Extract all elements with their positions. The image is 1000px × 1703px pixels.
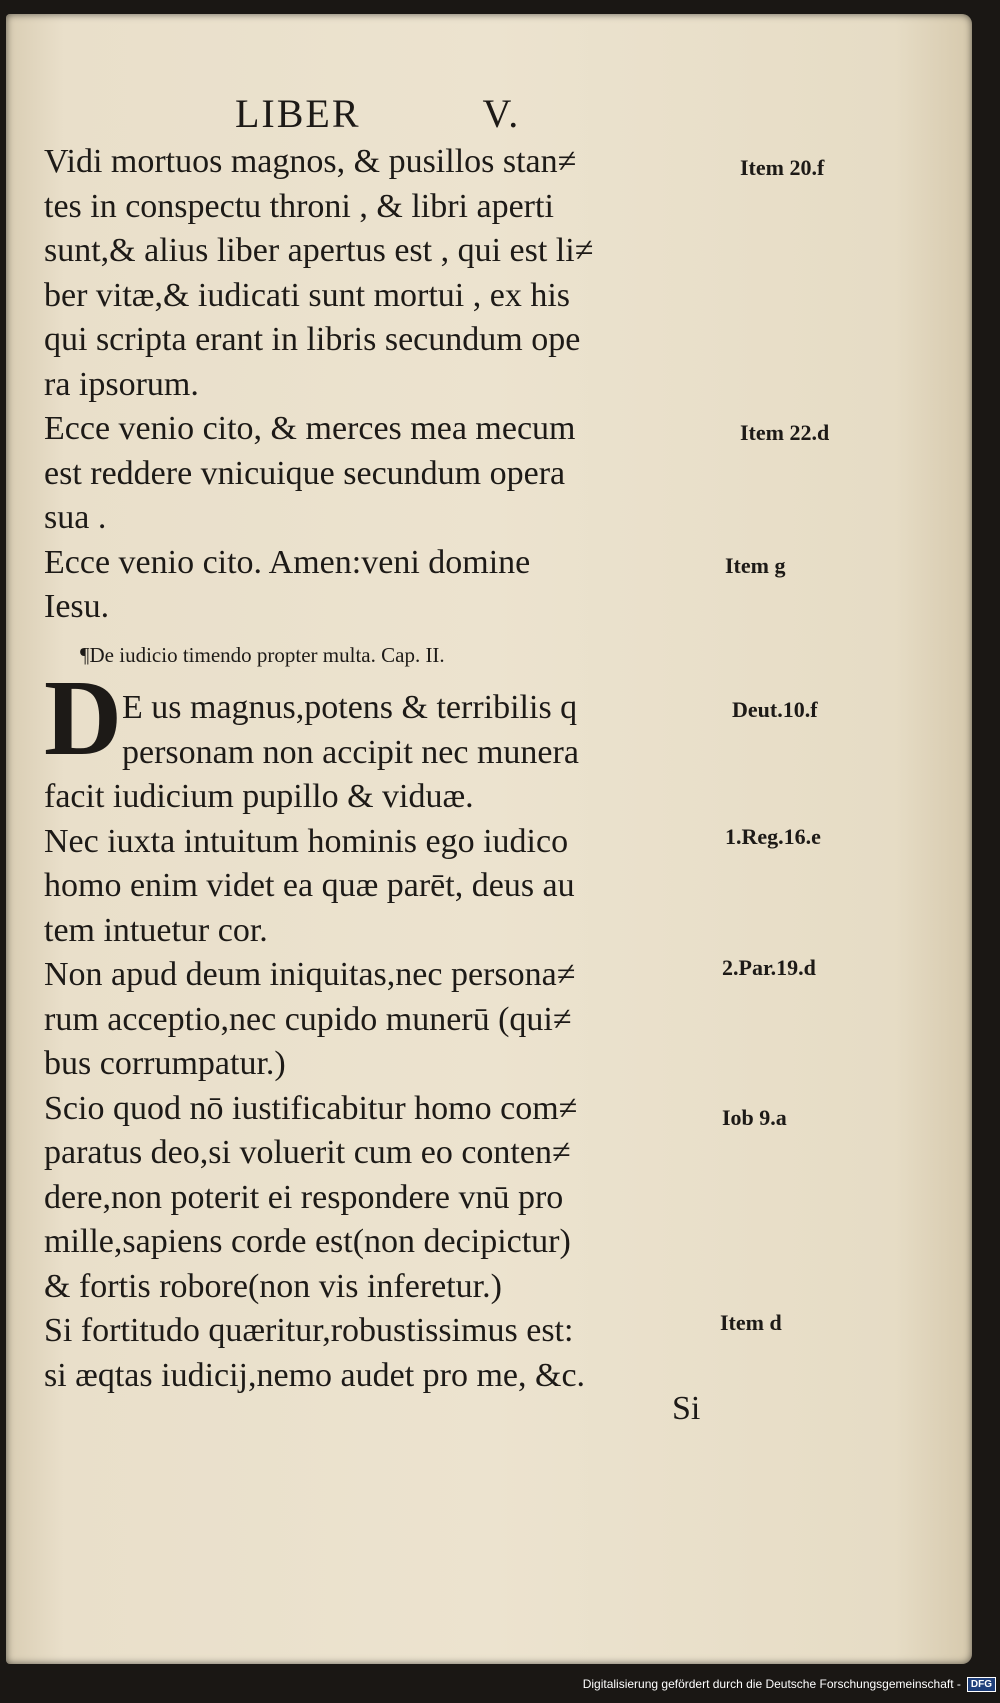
text-line: dere,non poterit ei respondere vnū pro (44, 1178, 564, 1216)
catchword: Si (672, 1390, 701, 1427)
chapter-heading: ¶De iudicio timendo propter multa. Cap. II. (80, 643, 445, 667)
text-line: Scio quod nō iustificabitur homo com≠ (44, 1089, 578, 1127)
text-block-1 (44, 140, 734, 630)
text-block-2 (44, 686, 734, 1398)
margin-note: Iob 9.a (722, 1105, 787, 1130)
text-line: est reddere vnicuique secundum opera (44, 454, 566, 492)
text-line: ber vitæ,& iudicati sunt mortui , ex his (44, 276, 571, 314)
text-line: Ecce venio cito, & merces mea mecum (44, 410, 576, 447)
text-line: Nec iuxta intuitum hominis ego iudico (44, 822, 569, 860)
text-line: Iesu. (44, 588, 110, 625)
text-line: si æqtas iudicij,nemo audet pro me, &c. (44, 1356, 586, 1394)
text-line: facit iudicium pupillo & viduæ. (44, 778, 474, 815)
text-line: sua . (44, 499, 107, 536)
margin-note: Item g (725, 553, 786, 578)
text-line: rum acceptio,nec cupido munerū (qui≠ (44, 1000, 572, 1038)
margin-note: Item d (720, 1310, 782, 1335)
text-line: tes in conspectu throni , & libri aperti (44, 187, 554, 225)
text-line: bus corrumpatur.) (44, 1045, 286, 1082)
text-line: paratus deo,si voluerit cum eo conten≠ (44, 1134, 571, 1171)
running-head-title: LIBER (235, 91, 361, 136)
text-line: tem intuetur cor. (44, 911, 268, 949)
text-line: Vidi mortuos magnos, & pusillos stan≠ (44, 143, 577, 180)
text-line: Non apud deum iniquitas,nec persona≠ (44, 956, 576, 993)
running-head-number: V. (482, 91, 521, 136)
text-line: E us magnus,potens & terribilis q (122, 689, 578, 726)
margin-note: Deut.10.f (732, 697, 818, 722)
text-line: sunt,& alius liber apertus est , qui est li≠ (44, 232, 594, 269)
margin-note: 2.Par.19.d (722, 955, 816, 980)
drop-capital: D (44, 659, 122, 778)
text-line: qui scripta erant in libris secundum ope (44, 321, 581, 358)
margin-note: 1.Reg.16.e (725, 824, 821, 849)
text-line: Ecce venio cito. Amen:veni domine (44, 543, 531, 581)
running-head (235, 90, 520, 137)
margin-note: Item 22.d (740, 420, 830, 445)
text-line: ra ipsorum. (44, 365, 199, 403)
text-line: Si fortitudo quæritur,robustissimus est: (44, 1312, 574, 1349)
text-line: & fortis robore(non vis inferetur.) (44, 1267, 502, 1305)
footer-text: Digitalisierung gefördert durch die Deutsche Forschungsgemeinschaft - (582, 1677, 961, 1691)
text-line: mille,sapiens corde est(non decipictur) (44, 1223, 571, 1260)
margin-note: Item 20.f (740, 155, 825, 180)
text-line: homo enim videt ea quæ parēt, deus au (44, 867, 575, 904)
text-line: personam non accipit nec munera (122, 733, 579, 771)
dfg-logo: DFG (967, 1677, 996, 1692)
digitization-footer (583, 1669, 1000, 1699)
